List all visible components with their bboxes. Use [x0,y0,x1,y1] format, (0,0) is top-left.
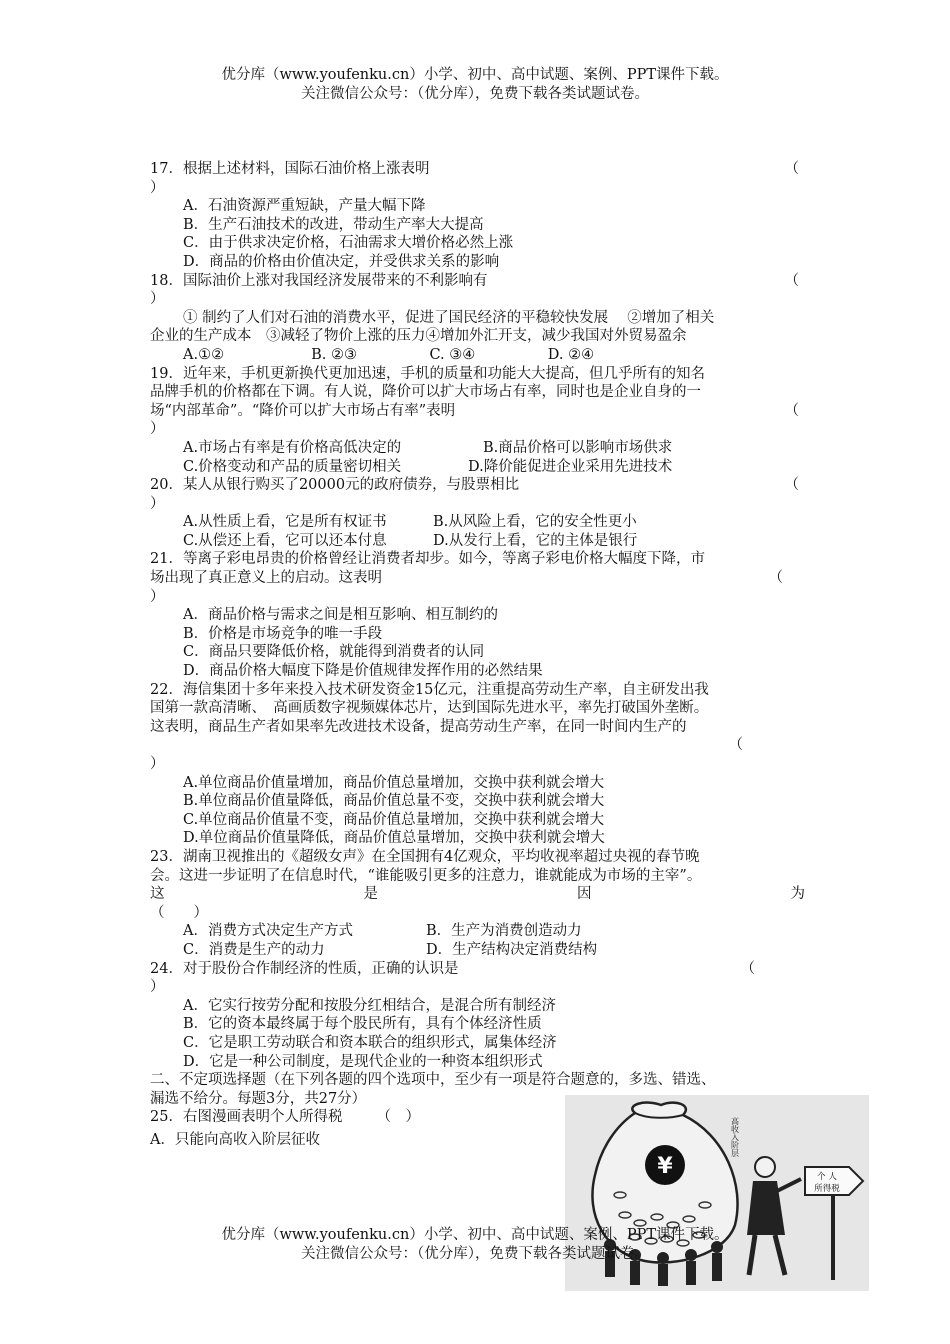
tax-sign-label-2: 所得税 [814,1184,840,1194]
q22-paren-open-line [150,736,805,755]
q22-paren-close: ） [150,756,165,772]
q19-options-ab [150,439,805,458]
page-footer [0,1226,950,1264]
q21-paren-close: ） [150,588,165,605]
header-line-2: 关注微信公众号：（优分库），免费下载各类试题试卷。 [301,86,649,102]
q21-line-2: 场出现了真正意义上的启动。这表明 （ [150,570,783,587]
q17-option-a: A．石油资源严重短缺，产量大幅下降 [183,198,426,215]
q20-option-c: C.从偿还上看，它可以还本付息 [183,532,387,549]
q22-paren-open: （ [728,737,743,754]
q23-line-1: 23．湖南卫视推出的《超级女声》在全国拥有4亿观众，平均收视率超过央视的春节晚 [150,848,700,865]
q20-options-ab [150,513,805,532]
q18-statements-line-1: ① 制约了人们对石油的消费水平，促进了国民经济的平稳较快发展 ②增加了相关 [183,309,715,326]
q20-options-cd [150,532,805,551]
q19-line-2: 品牌手机的价格都在下调。有人说，降价可以扩大市场占有率，同时也是企业自身的一 [150,384,701,401]
bag-label: 高收入阶层 [730,1117,740,1157]
q21-option-b: B．价格是市场竞争的唯一手段 [183,625,383,642]
q19-option-d: D.降价能促进企业采用先进技术 [468,458,673,475]
q24-paren-open: （ [740,960,755,977]
q21-paren-open: （ [768,570,783,587]
q25-paren: （ ） [376,1109,420,1126]
q22-line-2: 国第一款高清晰、 高画质数字视频媒体芯片，达到国际先进水平，率先打破国外垄断。 [150,700,709,717]
q21-option-c: C．商品只要降低价格，就能得到消费者的认同 [183,644,485,661]
q22-option-a: A.单位商品价值量增加，商品价值总量增加，交换中获利就会增大 [183,774,605,791]
q24-stem: 24．对于股份合作制经济的性质，正确的认识是 （ [150,960,755,977]
section-2-heading-line-1: 二、不定项选择题（在下列各题的四个选项中，至少有一项是符合题意的，多选、错选、 [150,1072,716,1089]
q18-stem: 18．国际油价上涨对我国经济发展带来的不利影响有 （ [150,272,799,289]
q23-word-3: 因 [577,886,592,903]
q20-option-a: A.从性质上看，它是所有权证书 [183,514,387,531]
header-line-1: 优分库（www.youfenku.cn）小学、初中、高中试题、案例、PPT课件下载。 [221,67,729,83]
q23-option-a: A．消费方式决定生产方式 [183,923,353,940]
q24-option-b: B．它的资本最终属于每个股民所有，具有个体经济性质 [183,1016,542,1033]
q21-line-1: 21．等离子彩电昂贵的价格曾经让消费者却步。如今，等离子彩电价格大幅度下降，市 [150,551,705,568]
q23-line-2: 会。这进一步证明了在信息时代，“谁能吸引更多的注意力，谁就能成为市场的主宰”。 [150,867,702,884]
q23-option-c: C．消费是生产的动力 [183,941,325,958]
q23-options-cd [150,941,805,960]
q19-line-3: 场“内部革命”。“降价可以扩大市场占有率”表明 （ [150,402,799,419]
q18-options: A.①② B. ②③ C. ③④ D. ②④ [183,346,595,363]
q21-option-d: D．商品价格大幅度下降是价值规律发挥作用的必然结果 [183,663,543,680]
q17-option-d: D．商品的价格由价值决定，并受供求关系的影响 [183,253,500,270]
q19-line-1: 19．近年来，手机更新换代更加迅速，手机的质量和功能大大提高，但几乎所有的知名 [150,365,705,382]
footer-line-2: 关注微信公众号：（优分库），免费下载各类试题试卷。 [301,1246,649,1262]
q24-option-a: A．它实行按劳分配和按股分红相结合，是混合所有制经济 [183,997,556,1014]
q19-paren-close: ） [150,421,165,438]
q25-option-a: A．只能向高收入阶层征收 [150,1131,320,1148]
section-2-heading-line-2: 漏选不给分。每题3分，共27分） [150,1090,367,1107]
q23-options-ab [150,922,805,941]
q20-option-d: D.从发行上看，它的主体是银行 [433,532,638,549]
q23-word-4: 为 [790,886,805,903]
q17-option-b: B．生产石油技术的改进，带动生产率大大提高 [183,216,484,233]
q20-paren-open: （ [784,477,799,494]
q25-stem: 25．右图漫画表明个人所得税 （ ） [150,1109,420,1126]
q23-word-2: 是 [363,886,378,903]
q17-paren-close: ） [150,179,165,196]
q23-option-d: D．生产结构决定消费结构 [426,941,598,958]
q19-option-c: C.价格变动和产品的质量密切相关 [183,458,402,475]
q22-option-b: B.单位商品价值量降低，商品价值总量不变，交换中获利就会增大 [183,793,605,810]
tax-sign-label-1: 个 人 [817,1172,837,1182]
q23-line-3 [150,885,805,904]
q17-paren-open: （ [784,161,799,177]
q17-stem: 17．根据上述材料，国际石油价格上涨表明 （ [150,161,799,177]
q20-paren-close: ） [150,495,165,512]
q20-stem: 20．某人从银行购买了20000元的政府债券，与股票相比 （ [150,477,799,494]
q23-option-b: B．生产为消费创造动力 [426,923,582,940]
q24-paren-close: ） [150,979,165,996]
q22-option-d: D.单位商品价值量降低，商品价值总量增加，交换中获利就会增大 [183,830,605,847]
q19-option-b: B.商品价格可以影响市场供求 [483,439,673,456]
q17-option-c: C．由于供求决定价格，石油需求大增价格必然上涨 [183,235,514,252]
q21-option-a: A．商品价格与需求之间是相互影响、相互制约的 [183,607,498,624]
page-header [0,66,950,104]
q19-option-a: A.市场占有率是有价格高低决定的 [183,439,402,456]
q22-option-c: C.单位商品价值量不变，商品价值总量增加，交换中获利就会增大 [183,811,605,828]
q19-paren-open: （ [784,402,799,419]
q18-statements-line-2: 企业的生产成本 ③减轻了物价上涨的压力④增加外汇开支，减少我国对外贸易盈余 [150,328,687,345]
exam-content [150,160,805,1149]
q24-option-c: C．它是职工劳动联合和资本联合的组织形式，属集体经济 [183,1034,557,1051]
q24-option-d: D．它是一种公司制度，是现代企业的一种资本组织形式 [183,1053,543,1070]
q22-line-3: 这表明，商品生产者如果率先改进技术设备，提高劳动生产率，在同一时间内生产的 [150,718,687,735]
yen-symbol: ¥ [657,1154,673,1179]
q22-line-1: 22．海信集团十多年来投入技术研发资金15亿元，注重提高劳动生产率，自主研发出我 [150,681,709,698]
q19-options-cd [150,458,805,477]
footer-line-1: 优分库（www.youfenku.cn）小学、初中、高中试题、案例、PPT课件下载。 [221,1227,729,1243]
q20-option-b: B.从风险上看，它的安全性更小 [433,514,637,531]
q23-paren: （ ） [150,904,208,921]
q18-paren-close: ） [150,291,165,308]
q18-paren-open: （ [784,272,799,289]
q23-word-1: 这 [150,886,165,903]
